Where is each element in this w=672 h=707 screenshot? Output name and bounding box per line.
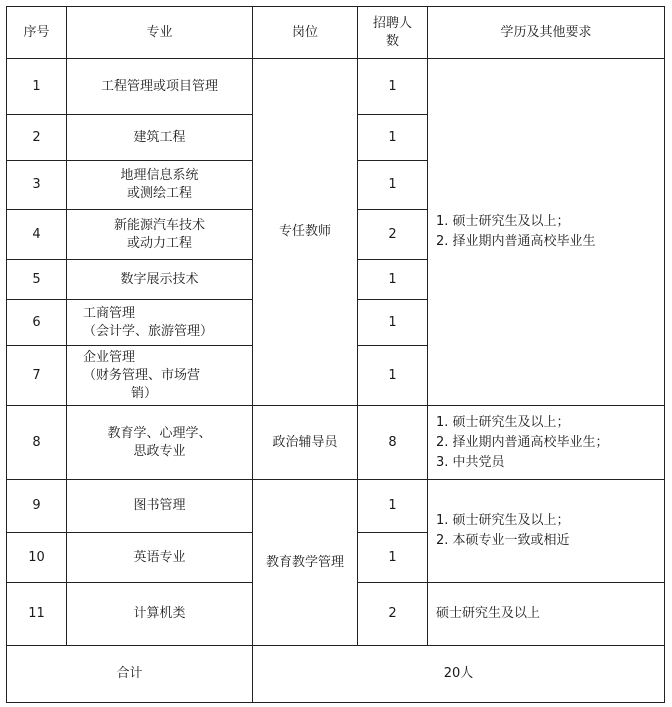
row-major bbox=[67, 583, 253, 646]
table-row bbox=[7, 406, 665, 480]
header-index: 序号 bbox=[7, 7, 67, 59]
major-line: 工程管理或项目管理 bbox=[100, 78, 218, 94]
row-index: 2 bbox=[7, 115, 67, 161]
requirements-admin-b: 硕士研究生及以上 bbox=[428, 583, 665, 646]
major-line: 或动力工程 bbox=[126, 235, 192, 251]
row-major bbox=[67, 59, 253, 115]
requirement-line: 1. 硕士研究生及以上； bbox=[436, 513, 570, 528]
row-count: 1 bbox=[358, 533, 428, 583]
row-major bbox=[67, 161, 253, 210]
row-index: 5 bbox=[7, 260, 67, 300]
row-index: 4 bbox=[7, 210, 67, 260]
row-index: 8 bbox=[7, 406, 67, 480]
row-count: 2 bbox=[358, 583, 428, 646]
requirements-counselor bbox=[428, 406, 665, 480]
total-value: 20人 bbox=[253, 646, 665, 703]
major-line: （财务管理、市场营 bbox=[83, 367, 201, 383]
major-line: 建筑工程 bbox=[133, 129, 186, 145]
major-line: 工商管理 bbox=[83, 305, 136, 321]
row-major bbox=[67, 346, 253, 406]
header-count-line1: 招聘人 bbox=[372, 15, 412, 31]
header-position: 岗位 bbox=[253, 7, 358, 59]
row-major bbox=[67, 300, 253, 346]
row-index: 6 bbox=[7, 300, 67, 346]
header-major: 专业 bbox=[67, 7, 253, 59]
header-count bbox=[358, 7, 428, 59]
requirement-line: 2. 本硕专业一致或相近 bbox=[436, 533, 570, 548]
position-admin: 教育教学管理 bbox=[253, 480, 358, 646]
requirement-line: 2. 择业期内普通高校毕业生 bbox=[436, 234, 596, 249]
requirement-line: 1. 硕士研究生及以上； bbox=[436, 414, 570, 430]
row-index: 3 bbox=[7, 161, 67, 210]
requirement-line: 3. 中共党员 bbox=[436, 454, 505, 470]
major-line: 销） bbox=[131, 385, 158, 401]
table-row bbox=[7, 59, 665, 115]
total-row bbox=[7, 646, 665, 703]
row-major bbox=[67, 406, 253, 480]
row-index: 7 bbox=[7, 346, 67, 406]
recruitment-table bbox=[6, 6, 665, 703]
header-row bbox=[7, 7, 665, 59]
major-line: 企业管理 bbox=[83, 349, 136, 365]
row-count: 1 bbox=[358, 59, 428, 115]
total-label: 合计 bbox=[7, 646, 253, 703]
requirements-teacher bbox=[428, 59, 665, 406]
row-major bbox=[67, 115, 253, 161]
row-index: 9 bbox=[7, 480, 67, 533]
row-count: 8 bbox=[358, 406, 428, 480]
table-row bbox=[7, 480, 665, 533]
row-count: 1 bbox=[358, 260, 428, 300]
row-count: 2 bbox=[358, 210, 428, 260]
major-line: 计算机类 bbox=[133, 606, 186, 621]
major-line: 新能源汽车技术 bbox=[113, 217, 205, 233]
row-count: 1 bbox=[358, 346, 428, 406]
row-index: 11 bbox=[7, 583, 67, 646]
row-index: 1 bbox=[7, 59, 67, 115]
requirements-admin-a bbox=[428, 480, 665, 583]
major-line: 地理信息系统 bbox=[120, 168, 199, 183]
header-requirements: 学历及其他要求 bbox=[428, 7, 665, 59]
major-line: （会计学、旅游管理） bbox=[83, 323, 214, 339]
requirement-line: 1. 硕士研究生及以上； bbox=[436, 214, 570, 229]
major-line: 或测绘工程 bbox=[126, 186, 192, 201]
row-major bbox=[67, 210, 253, 260]
header-count-line2: 数 bbox=[385, 33, 399, 49]
row-count: 1 bbox=[358, 115, 428, 161]
row-major bbox=[67, 533, 253, 583]
major-line: 图书管理 bbox=[133, 498, 186, 513]
row-count: 1 bbox=[358, 480, 428, 533]
position-teacher: 专任教师 bbox=[253, 59, 358, 406]
major-line: 数字展示技术 bbox=[120, 271, 199, 287]
major-line: 教育学、心理学、 bbox=[107, 425, 212, 441]
major-line: 英语专业 bbox=[133, 549, 186, 565]
row-index: 10 bbox=[7, 533, 67, 583]
row-major bbox=[67, 480, 253, 533]
row-count: 1 bbox=[358, 161, 428, 210]
row-major bbox=[67, 260, 253, 300]
major-line: 思政专业 bbox=[133, 443, 186, 459]
requirement-line: 2. 择业期内普通高校毕业生； bbox=[436, 434, 609, 450]
position-counselor: 政治辅导员 bbox=[253, 406, 358, 480]
row-count: 1 bbox=[358, 300, 428, 346]
